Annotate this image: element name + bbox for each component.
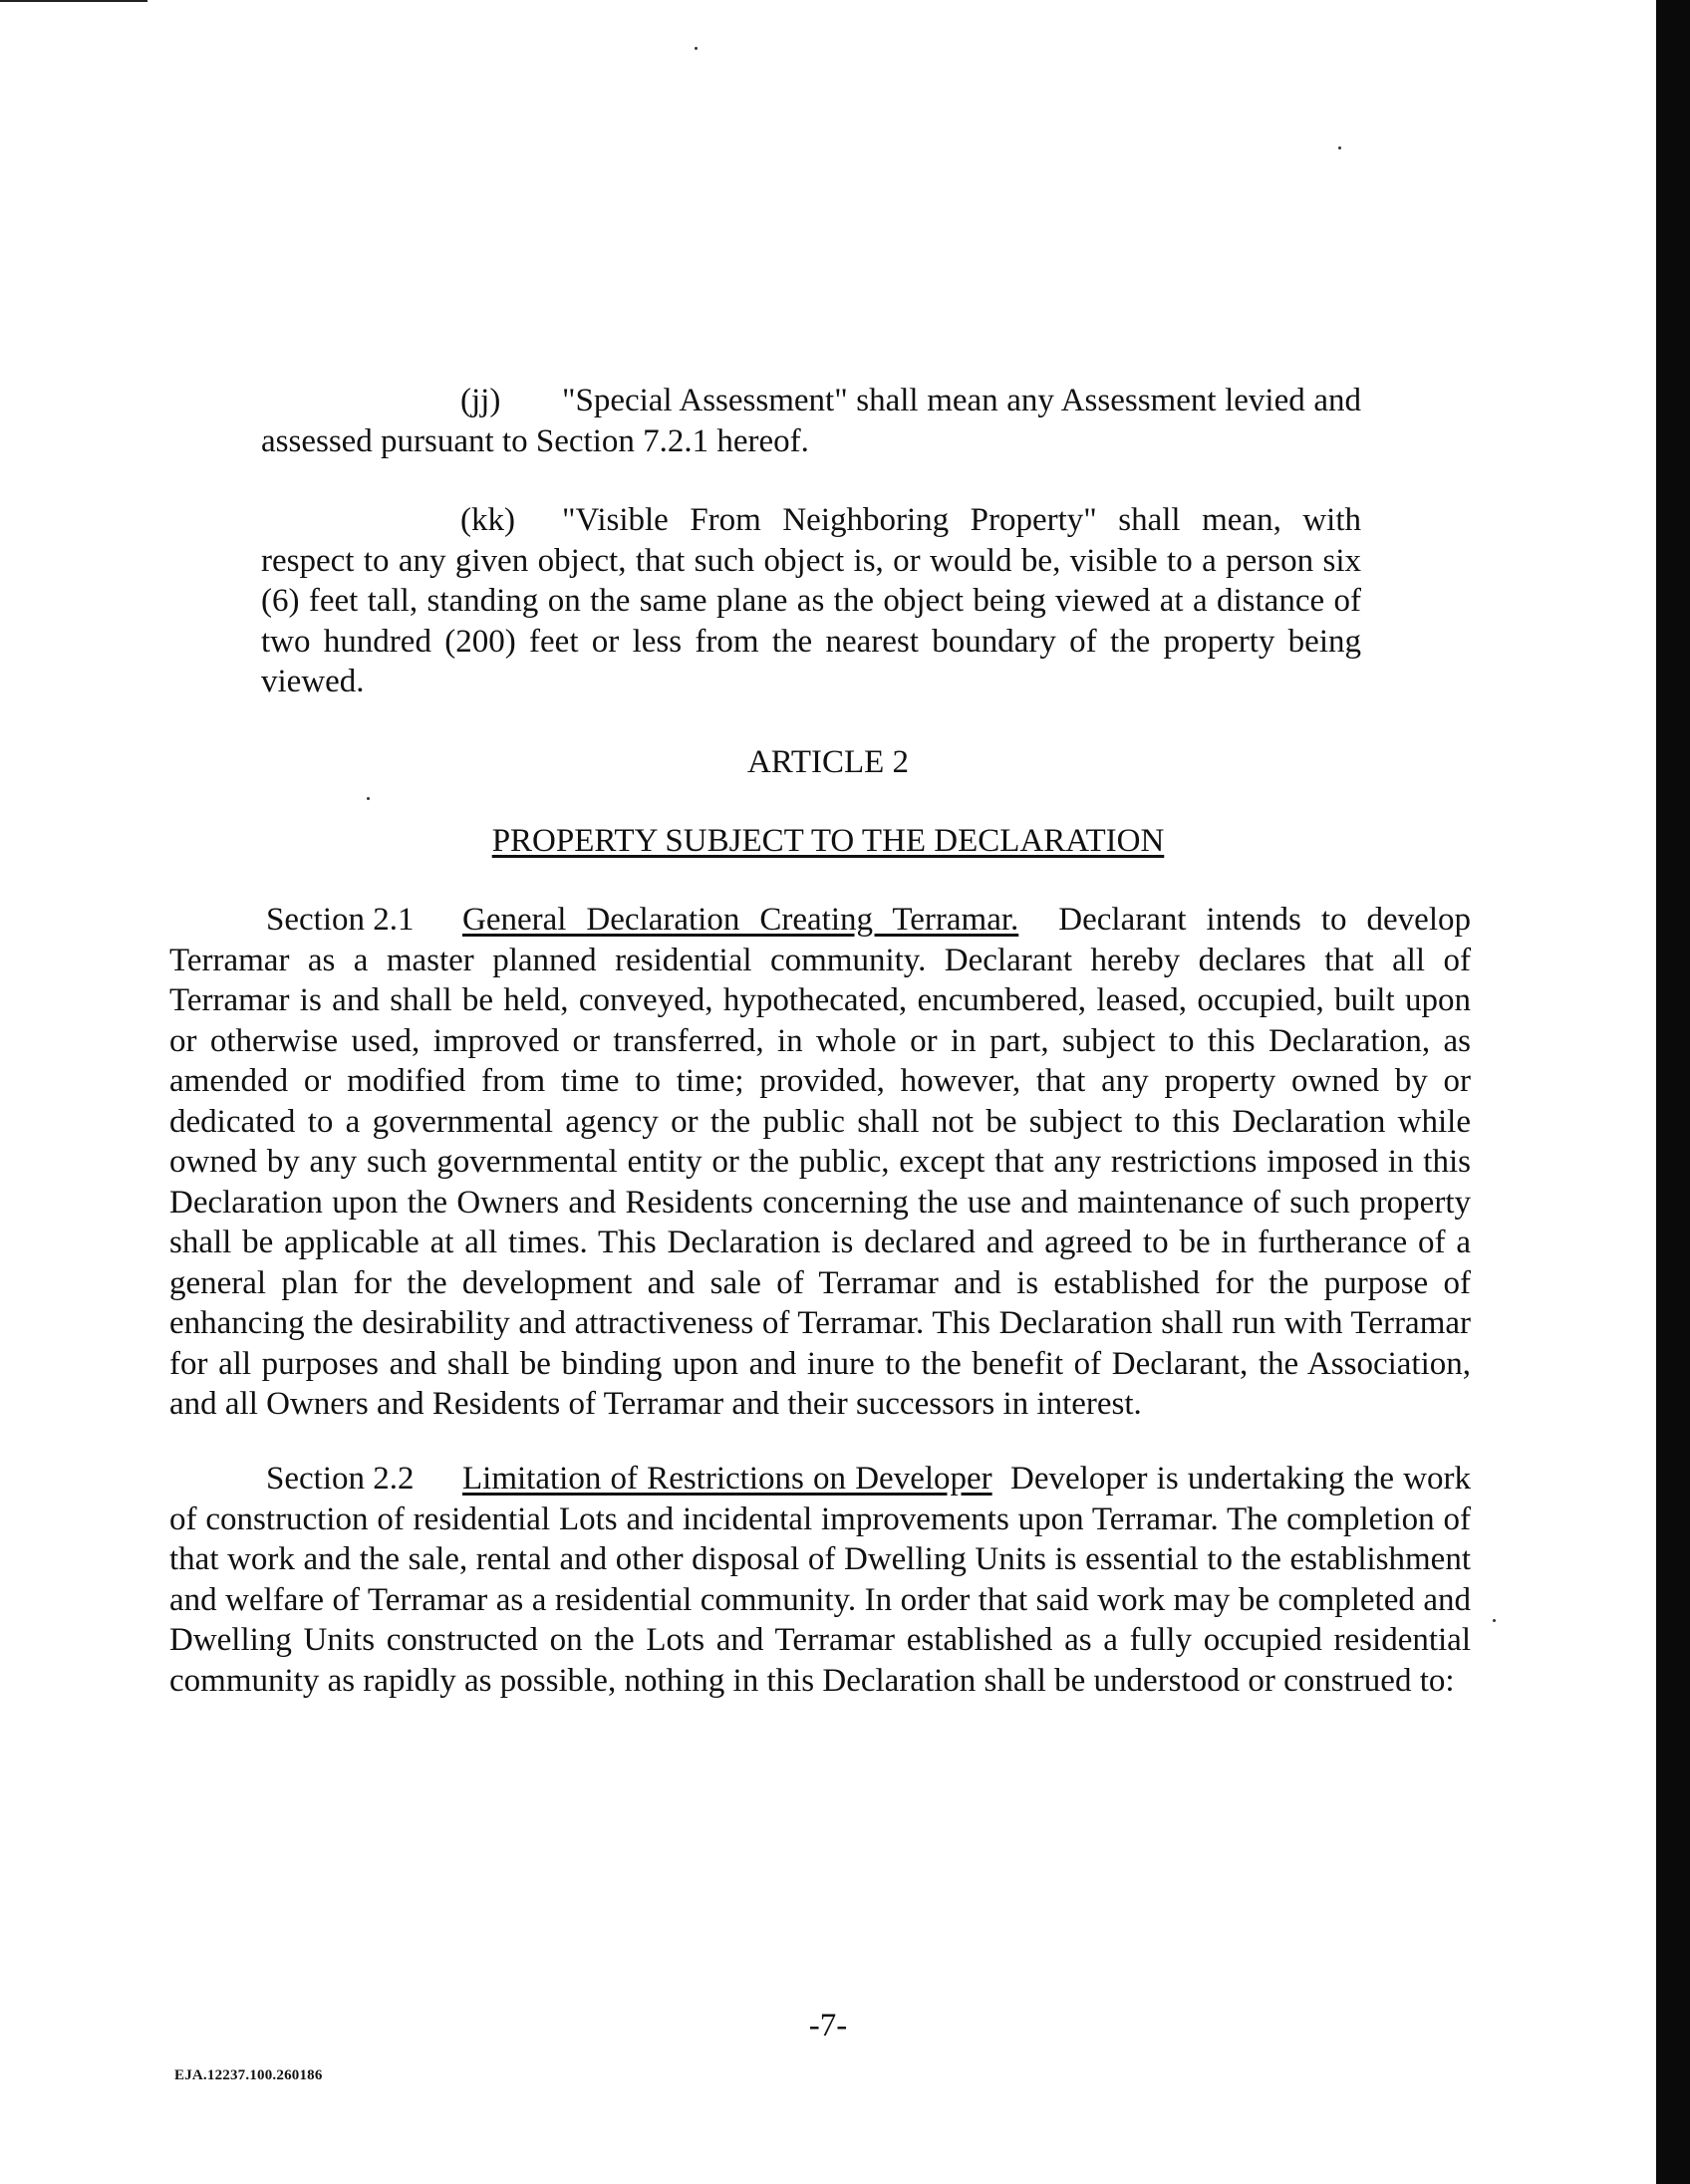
scan-top-rule (0, 0, 147, 2)
section-text: Developer is undertaking the work of construction of residential Lots and incidental improvements upon Terramar. The completion of that work and the sale, rental and other disposal of Dwelling Units is essential to the establishment and welfare of Terramar as a residential community. In order that said work may be completed and Dwelling Units constructed on the Lots and Terramar established as a fully occupied residential community as rapidly as possible, nothing in this Declaration shall be understood or construed to: (169, 1461, 1472, 1699)
article-title-text: PROPERTY SUBJECT TO THE DECLARATION (491, 823, 1165, 859)
scan-edge-bar (1656, 0, 1690, 2184)
section-title: Limitation of Restrictions on Developer (462, 1461, 992, 1497)
document-id: EJA.12237.100.260186 (174, 2067, 323, 2083)
definition-kk (261, 500, 1361, 702)
section-label: Section 2.1 (266, 902, 415, 938)
definition-label: (jj) (460, 383, 501, 418)
definition-jj (261, 381, 1361, 461)
section-2-1 (169, 900, 1471, 1425)
scan-speck (695, 47, 698, 50)
article-heading: ARTICLE 2 (746, 744, 910, 780)
definition-text: "Special Assessment" shall mean any Assessment levied and assessed pursuant to Section 7.2.1 hereof. (261, 383, 1361, 459)
section-label: Section 2.2 (266, 1461, 415, 1497)
section-text: Declarant intends to develop Terramar as a master planned residential community. Declarant hereby declares that all of Terramar is and shall be held, conveyed, hypothecated, encumbered, leased, occupied, built upon or otherwise used, improved or transferred, in whole or in part, subject to this Declaration, as amended or modified from time to time; provided, however, that any property owned by or dedicated to a governmental agency or the public shall not be subject to this Declaration while owned by any such governmental entity or the public, except that any restrictions imposed in this Declaration upon the Owners and Residents concerning the use and maintenance of such property shall be applicable at all times. This Declaration is declared and agreed to be in furtherance of a general plan for the development and sale of Terramar and is established for the purpose of enhancing the desirability and attractiveness of Terramar. This Declaration shall run with Terramar for all purposes and shall be binding upon and inure to the benefit of Declarant, the Association, and all Owners and Residents of Terramar and their successors in interest. (169, 902, 1472, 1422)
definition-text: "Visible From Neighboring Property" shall mean, with respect to any given object, that such object is, or would be, visible to a person six (6) feet tall, standing on the same plane as the object being viewed at a distance of two hundred (200) feet or less from the nearest boundary of the property being viewed. (261, 502, 1361, 699)
section-title: General Declaration Creating Terramar. (462, 902, 1019, 938)
section-2-2 (169, 1459, 1471, 1701)
scan-speck (1338, 146, 1341, 149)
scan-speck (1493, 1619, 1496, 1622)
article-title (0, 823, 1656, 860)
definition-label: (kk) (460, 502, 515, 538)
scan-speck (367, 797, 370, 800)
page-number: -7- (808, 2008, 848, 2044)
